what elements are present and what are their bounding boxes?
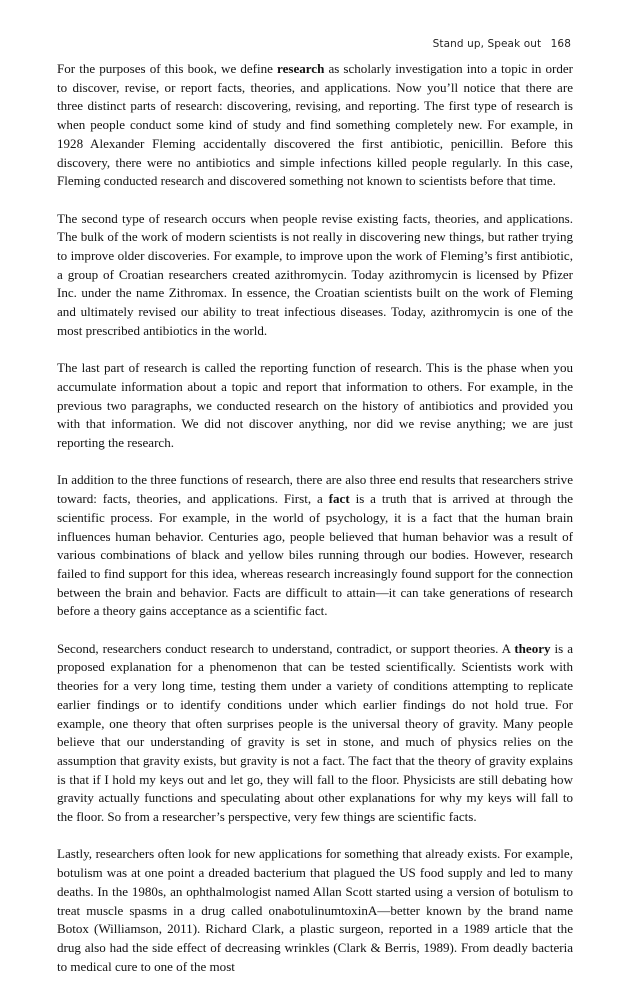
paragraph-reporting: [57, 359, 573, 453]
text-run: is a truth that is arrived at through the scientific process. For example, in the world of psychology, it is a fact that the human brain influences human behavior. Centuries ago, people believed that human behavior was a result of various combinations of black and yellow biles running through our bodies. However, research failed to find support for this idea, whereas research increasingly found support for the connection between the brain and behavior. Facts are difficult to attain—it can take generations of research before a theory gains acceptance as a scientific fact.: [57, 491, 573, 619]
running-title: Stand up, Speak out: [432, 38, 542, 50]
text-run: In addition to the three functions of research, there are also three end results that researchers strive toward: facts, theories, and applications. First, a: [57, 472, 573, 507]
term-research: research: [277, 61, 325, 76]
text-run: The last part of research is called the reporting function of research. This is the phase when you accumulate information about a topic and report that information to others. For example, in the previous two paragraphs, we conducted research on the history of antibiotics and provided you with that information. We did not discover anything, nor did we revise anything; we are just reporting the research.: [57, 360, 573, 451]
paragraph-theories: [57, 640, 573, 827]
body-text: [57, 60, 573, 995]
text-run: as scholarly investigation into a topic in order to discover, revise, or report facts, theories, and applications. Now you’ll notice that there are three distinct parts of research: discovering, revising, and reporting. The first type of research is when people conduct some kind of study and find something completely new. For example, in 1928 Alexander Fleming accidentally discovered the first antibiotic, penicillin. Before this discovery, there were no antibiotics and simple infections killed people regularly. In this case, Fleming conducted research and discovered something not known to scientists before that time.: [57, 61, 573, 189]
paragraph-applications: [57, 845, 573, 976]
text-run: The second type of research occurs when people revise existing facts, theories, and applications. The bulk of the work of modern scientists is not really in discovering new things, but rather trying to improve older discoveries. For example, to improve upon the work of Fleming’s first antibiotic, a group of Croatian researchers created azithromycin. Today azithromycin is licensed by Pfizer Inc. under the name Zithromax. In essence, the Croatian scientists built on the work of Fleming and ultimately revised our ability to treat infectious diseases. Today, azithromycin is one of the most prescribed antibiotics in the world.: [57, 210, 573, 338]
term-theory: theory: [514, 640, 551, 656]
paragraph-facts: [57, 471, 573, 621]
text-run: For the purposes of this book, we define: [57, 61, 278, 76]
paragraph-revising: [57, 210, 573, 341]
term-fact: fact: [328, 491, 350, 507]
text-run: is a proposed explanation for a phenomenon that can be tested scientifically. Scientists work with theories for a very long time, testing them under a variety of conditions attempting to replicate earlier findings or to identify conditions under which earlier findings do not hold true. For example, one theory that often surprises people is the universal theory of gravity. Many people believe that our understanding of gravity is set in stone, and much of physics relies on the assumption that gravity exists, but gravity is not a fact. The fact that the theory of gravity explains is that if I hold my keys out and let go, they will fall to the floor. Physicists are still debating how gravity actually functions and speculating about other explanations for why my keys will fall to the floor. So from a researcher’s perspective, very few things are scientific facts.: [57, 640, 573, 825]
running-header: [433, 38, 571, 50]
text-run: Lastly, researchers often look for new applications for something that already exists. For example, botulism was at one point a dreaded bacterium that plagued the US food supply and led to many deaths. In the 1980s, an ophthalmologist named Allan Scott started using a version of botulism to treat muscle spasms in a drug called onabotulinumtoxinA—better known by the brand name Botox (Williamson, 2011). Richard Clark, a plastic surgeon, reported in a 1989 article that the drug also had the side effect of decreasing wrinkles (Clark & Berris, 1989). From deadly bacteria to medical cure to one of the most: [57, 846, 573, 974]
paragraph-research-definition: [57, 60, 573, 191]
page-number: 168: [550, 38, 571, 50]
text-run: Second, researchers conduct research to understand, contradict, or support theories. A: [57, 640, 515, 656]
